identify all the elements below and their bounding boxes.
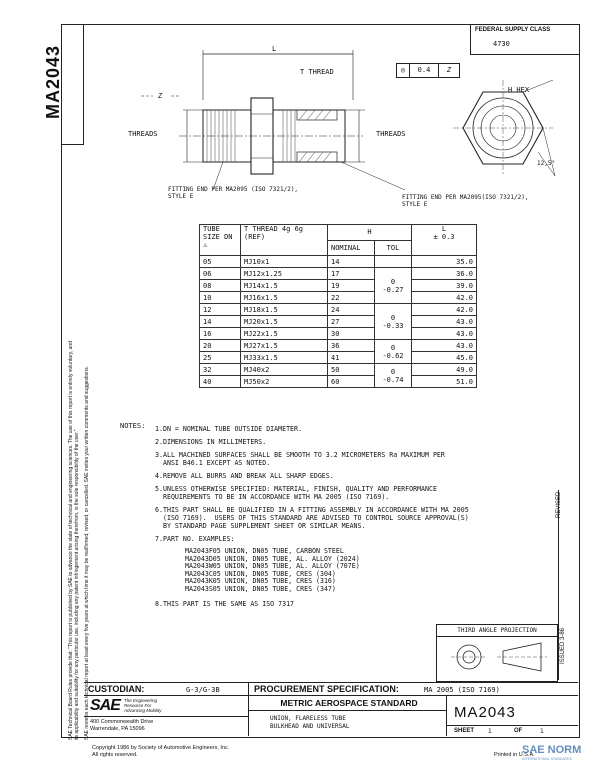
angle-label: 12,5°	[537, 160, 556, 167]
sheet-label: SHEET	[454, 728, 475, 734]
margin-text-2: its applicability and suitability for any particular use, including any patent infringement arising therefrom, is the sole responsibility of the user."	[74, 429, 80, 740]
table-cell: 32	[200, 364, 241, 376]
table-cell: 30	[328, 328, 375, 340]
z-dim-label: Z	[158, 92, 163, 100]
table-cell: MJ27x1.5	[241, 340, 328, 352]
tol-cell: 0 -0.33	[375, 304, 412, 340]
issued-label: ISSUED 3-86	[560, 627, 566, 664]
part-example: MA2043S05 UNION, DN05 TUBE, CRES (347)	[185, 584, 336, 593]
table-cell: 39.0	[412, 280, 477, 292]
header-h: H	[328, 225, 412, 241]
table-cell: MJ22x1.5	[241, 328, 328, 340]
table-cell: MJ14x1.5	[241, 280, 328, 292]
federal-supply-value: 4730	[493, 40, 510, 48]
part-examples	[117, 548, 527, 594]
note-text: DIMENSIONS IN MILLIMETERS.	[163, 438, 267, 446]
header-tol: TOL	[375, 240, 412, 256]
part-example: MA2043F05 UNION, DN05 TUBE, CARBON STEEL	[185, 547, 344, 555]
table-cell: 50	[328, 364, 375, 376]
note-item	[117, 535, 527, 543]
table-cell: 19	[328, 280, 375, 292]
projection-box	[436, 624, 558, 682]
h-hex-label: H HEX	[508, 86, 530, 94]
sae-logo: SAE	[90, 697, 120, 714]
projection-label: THIRD ANGLE PROJECTION	[437, 627, 557, 637]
note-item	[117, 472, 527, 480]
fitting-left-label: FITTING END PER MA2095 (ISO 7321/2), STYLE E	[168, 186, 299, 200]
revised-label: REVISED	[556, 491, 562, 518]
title-hline-3	[248, 710, 446, 711]
of-label: OF	[514, 728, 523, 734]
note-number: 5.	[155, 485, 163, 493]
table-cell: 43.0	[412, 316, 477, 328]
note-text: DN = NOMINAL TUBE OUTSIDE DIAMETER.	[163, 425, 302, 433]
table-row	[200, 304, 477, 316]
federal-supply-label: FEDERAL SUPPLY CLASS	[475, 27, 551, 33]
l-dim-label: L	[272, 45, 277, 53]
header-l	[412, 225, 477, 256]
note-number: 1.	[155, 425, 163, 433]
tol-cell: 0 -0.27	[375, 268, 412, 304]
procurement-label: PROCUREMENT SPECIFICATION:	[254, 684, 399, 694]
table-cell: MJ20x1.5	[241, 316, 328, 328]
note-item	[117, 451, 527, 467]
table-cell: 45.0	[412, 352, 477, 364]
watermark-sub: INTERNATIONAL STANDARDS	[522, 757, 572, 761]
table-row	[200, 340, 477, 352]
table-cell: 14	[328, 256, 375, 268]
fitting-right-label: FITTING END PER MA2095(ISO 7321/2), STYLE E	[402, 194, 529, 208]
table-cell: 43.0	[412, 328, 477, 340]
note-item	[117, 425, 527, 433]
margin-text-1: SAE Technical Board Rules provide that: "This report is published by SAE to advance the state of technical and engineering sciences. The use of this report is entirely voluntary, and	[68, 341, 74, 740]
table-cell: 27	[328, 316, 375, 328]
table-cell: 60	[328, 376, 375, 388]
table-row	[200, 328, 477, 340]
threads-left-label: THREADS	[128, 130, 158, 138]
note-number: 3.	[155, 451, 163, 459]
table-cell: 51.0	[412, 376, 477, 388]
table-cell: 14	[200, 316, 241, 328]
note-item	[117, 506, 527, 530]
note-text: UNLESS OTHERWISE SPECIFIED: MATERIAL, FINISH, QUALITY AND PERFORMANCE REQUIREMENTS TO BE IN ACCORDANCE WITH MA 2005 (ISO 7169).	[163, 485, 437, 501]
t-thread-label: T THREAD	[300, 68, 334, 76]
table-cell: 35.0	[412, 256, 477, 268]
table-cell: 42.0	[412, 292, 477, 304]
threads-right-label: THREADS	[376, 130, 406, 138]
table-cell: 06	[200, 268, 241, 280]
note-number: 8.	[155, 599, 163, 608]
custodian-label: CUSTODIAN:	[88, 684, 145, 694]
note-text: THIS PART SHALL BE QUALIFIED IN A FITTING ASSEMBLY IN ACCORDANCE WITH MA 2005 (ISO 7169). USERS OF THIS STANDARD ARE ADVISED TO CONTROL SOURCE APPROVAL(S) BY STANDARD PAGE SUPPLEMENT SHEET OR SIMILAR MEANS.	[163, 506, 469, 530]
table-row	[200, 376, 477, 388]
title-divider-2	[446, 695, 447, 736]
table-cell: 42.0	[412, 304, 477, 316]
copyright: Copyright 1986 by Society of Automotive Engineers, Inc. All rights reserved.	[92, 745, 230, 758]
table-cell: MJ18x1.5	[241, 304, 328, 316]
header-l-text: L	[441, 225, 447, 233]
table-cell: 49.0	[412, 364, 477, 376]
tol-cell: 0 -0.74	[375, 364, 412, 388]
standard-title: METRIC AEROSPACE STANDARD	[280, 698, 418, 708]
note-text: PART NO. EXAMPLES:	[163, 535, 235, 543]
margin-text-3: SAE reviews each technical report at least every five years at which time it may be reaffirmed, revised, or cancelled. SAE invites your written comments and suggestions.	[84, 366, 90, 740]
position-symbol-icon: ◎	[397, 64, 410, 77]
tolerance-datum: Z	[446, 66, 452, 74]
header-tube-text: TUBE SIZE DN	[203, 225, 233, 241]
notes-list	[117, 425, 527, 613]
table-cell: 08	[200, 280, 241, 292]
header-tube	[200, 225, 241, 256]
sae-address: 400 Commonwealth Drive Warrendale, PA 15096	[90, 719, 154, 732]
table-cell: 36	[328, 340, 375, 352]
table-cell: 25	[200, 352, 241, 364]
dimension-table	[199, 224, 477, 388]
note-number: 4.	[155, 472, 163, 480]
table-cell: 41	[328, 352, 375, 364]
table-cell: 05	[200, 256, 241, 268]
part-example: MA2043W05 UNION, DN05 TUBE, AL. ALLOY (707E)	[185, 562, 360, 571]
printed-label: Printed in U.S.A.	[494, 752, 535, 758]
part-example: MA2043K05 UNION, DN05 TUBE, CRES (316)	[185, 577, 336, 586]
part-description: UNION, FLARELESS TUBE BULKHEAD AND UNIVERSAL	[270, 715, 350, 730]
note-item	[117, 485, 527, 501]
header-l-tol: ± 0.3	[433, 233, 455, 241]
note-text: THIS PART IS THE SAME AS ISO 7317	[163, 599, 295, 608]
table-row	[200, 268, 477, 280]
table-cell: MJ40x2	[241, 364, 328, 376]
table-cell: MJ12x1.25	[241, 268, 328, 280]
table-row	[200, 316, 477, 328]
table-cell: MJ16x1.5	[241, 292, 328, 304]
watermark: SAE NORM	[522, 744, 582, 756]
table-cell: MJ50x2	[241, 376, 328, 388]
of-value: 1	[540, 728, 544, 735]
doc-id-vertical: MA2043	[43, 44, 63, 120]
position-tolerance-frame	[396, 63, 460, 78]
note-number: 7.	[155, 535, 163, 543]
note-item	[117, 438, 527, 446]
table-cell: 12	[200, 304, 241, 316]
notes-label: NOTES:	[120, 422, 146, 430]
table-cell: 22	[328, 292, 375, 304]
side-divider	[558, 490, 579, 680]
note-number: 2.	[155, 438, 163, 446]
table-cell: 43.0	[412, 340, 477, 352]
doc-id-box	[61, 24, 84, 145]
table-row	[200, 292, 477, 304]
custodian-value: G-3/G-3B	[186, 686, 220, 694]
note-text: REMOVE ALL BURRS AND BREAK ALL SHARP EDGES.	[163, 472, 334, 480]
header-nominal: NOMINAL	[328, 240, 375, 256]
table-cell: 36.0	[412, 268, 477, 280]
table-cell: 24	[328, 304, 375, 316]
note-item	[117, 600, 527, 608]
table-cell: 40	[200, 376, 241, 388]
table-cell: MJ10x1	[241, 256, 328, 268]
note-text: ALL MACHINED SURFACES SHALL BE SMOOTH TO 3.2 MICROMETERS Ra MAXIMUM PER ANSI B46.1 EXCEPT AS NOTED.	[163, 451, 445, 467]
tolerance-value: 0.4	[410, 64, 439, 77]
table-row	[200, 280, 477, 292]
tol-cell: 0 -0.62	[375, 340, 412, 364]
table-cell: 17	[328, 268, 375, 280]
sheet-value: 1	[488, 728, 492, 735]
table-cell: 20	[200, 340, 241, 352]
part-example: MA2043C05 UNION, DN05 TUBE, CRES (304)	[185, 569, 336, 578]
header-thread: T THREAD 4g 6g (REF)	[241, 225, 328, 256]
note-number: 6.	[155, 506, 163, 514]
doc-number: MA2043	[454, 704, 516, 721]
table-cell-blank	[375, 256, 412, 268]
sae-tagline: The Engineering Resource For Advancing Mobility	[124, 698, 162, 713]
note-flag-icon: ⚠	[203, 241, 208, 249]
title-divider-1	[248, 682, 249, 736]
table-cell: 10	[200, 292, 241, 304]
table-row	[200, 256, 477, 268]
table-cell: 16	[200, 328, 241, 340]
title-hline-1	[84, 695, 578, 696]
part-example: MA2043D05 UNION, DN05 TUBE, AL. ALLOY (2024)	[185, 554, 360, 563]
title-hline-2	[84, 716, 248, 717]
projection-symbol-icon	[437, 637, 557, 677]
table-row	[200, 352, 477, 364]
title-hline-4	[446, 725, 578, 726]
table-cell: MJ33x1.5	[241, 352, 328, 364]
procurement-value: MA 2005 (ISO 7169)	[424, 686, 500, 694]
table-row	[200, 364, 477, 376]
